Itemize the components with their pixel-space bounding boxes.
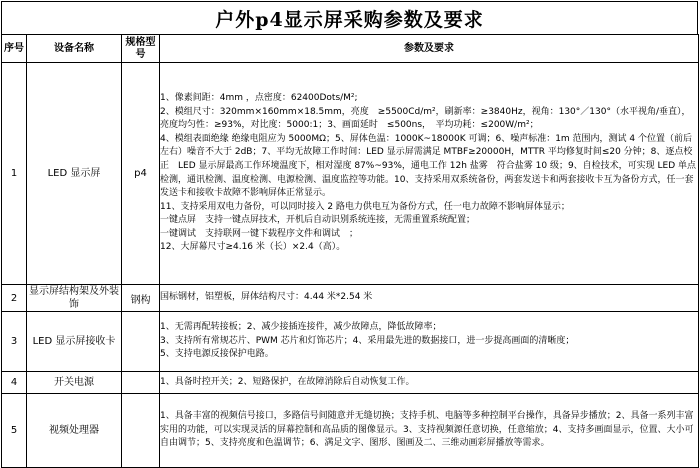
row-device-name: LED 显示屏: [27, 63, 122, 285]
row-num: 4: [2, 372, 27, 394]
row-requirements: [160, 312, 699, 372]
row-model: [122, 372, 160, 394]
row-num: 3: [2, 312, 27, 372]
req-line: 1、具备丰富的视频信号接口，多路信号间随意并无缝切换；支持手机、电脑等多种控制平台操作，具备异步播放；2、具备一系列丰富实用的功能，可以实现灵活的屏幕控制和高品质的图像显示。3、支持视频源任意切换，任意缩放；4、支持多画面显示，位置、大小可自由调节；5、支持亮度和色温调节；6、满足文字、图形、图画及二、三维动画彩屏播放等需求。: [160, 411, 694, 449]
row-model: 钢构: [122, 285, 160, 312]
req-line: 1、像素间距：4mm ，点密度：62400Dots/M²;: [160, 92, 358, 103]
spec-table: [1, 34, 699, 468]
req-line: 4、模组表面绝缘 绝缘电阻应为 5000MΩ；5、屏体色温：1000K~18000K 可调；6、噪声标准：1m 范围内，测试 4 个位置（前后左右）噪音不大于 2dB；7、平均无故障工作时间：LED 显示屏需满足 MTBF≥20000H，MTTR 平均修复时间≤20 分钟；8、逐点校正 LED 显示屏最高工作环境温度下，相对湿度 87%~93%，通电工作 12h 盐雾 符合盐雾 10 级；9、自检技术，可实现 LED 单点检测，通讯检测、温度检测、电源检测、温度监控等功能。10、支持采用双系统备份，两套发送卡和两套接收卡互为备份方式，任一套发送卡和接收卡故障不影响屏体正常显示。: [160, 133, 697, 199]
table-row: [2, 285, 699, 312]
header-name: 设备名称: [27, 35, 122, 63]
row-requirements: [160, 285, 699, 312]
table-row: [2, 372, 699, 394]
document-title: 户外p4显示屏采购参数及要求: [1, 1, 698, 35]
header-req: 参数及要求: [160, 35, 699, 63]
row-device-name: 开关电源: [27, 372, 122, 394]
req-line: 国标钢材，铝塑板，屏体结构尺寸：4.44 米*2.54 米: [160, 292, 373, 303]
req-line: 一键点屏 支持一键点屏技术，开机后自动识别系统连接，无需重置系统配置；: [160, 215, 476, 226]
table-row: [2, 312, 699, 372]
table-row: [2, 394, 699, 468]
row-requirements: [160, 372, 699, 394]
row-model: [122, 394, 160, 468]
req-line: 一键调试 支持联网一键下载程序文件和调试 ；: [160, 228, 359, 239]
row-num: 2: [2, 285, 27, 312]
req-line: 3、支持所有常规芯片、PWM 芯片和灯饰芯片；4、采用最先进的数据接口，进一步提高画面的清晰度；: [160, 335, 575, 346]
row-num: 1: [2, 63, 27, 285]
req-line: 2、模组尺寸：320mm×160mm×18.5mm，亮度 ≥5500Cd/m²，刷新率：≥3840Hz，视角：130°／130°（水平视角/垂直），亮度均匀性：≥93%，对比度：5000:1；3、画面延时 ≤500ns， 平均功耗：≤200W/m²；: [160, 106, 691, 131]
header-num: 序号: [2, 35, 27, 63]
row-device-name: 显示屏结构架及外装饰: [27, 285, 122, 312]
row-device-name: LED 显示屏接收卡: [27, 312, 122, 372]
header-model: 规格型号: [122, 35, 160, 63]
req-line: 1、具备时控开关；2、短路保护，在故障消除后自动恢复工作。: [160, 376, 415, 387]
row-requirements: [160, 394, 699, 468]
table-header-row: [2, 35, 699, 63]
table-row: [2, 63, 699, 285]
row-device-name: 视频处理器: [27, 394, 122, 468]
row-model: p4: [122, 63, 160, 285]
row-requirements: [160, 63, 699, 285]
row-num: 5: [2, 394, 27, 468]
req-line: 11、支持采用双电力备份，可以同时接入 2 路电力供电互为备份方式，任一电力故障不影响屏体显示；: [160, 201, 570, 212]
req-line: 12、大屏幕尺寸≥4.16 米（长）×2.4（高）。: [160, 242, 346, 253]
req-line: 1、无需再配转接板；2、减少接插连接件，减少故障点，降低故障率；: [160, 322, 442, 333]
req-line: 5、支持电源反接保护电路。: [160, 349, 274, 360]
row-model: [122, 312, 160, 372]
